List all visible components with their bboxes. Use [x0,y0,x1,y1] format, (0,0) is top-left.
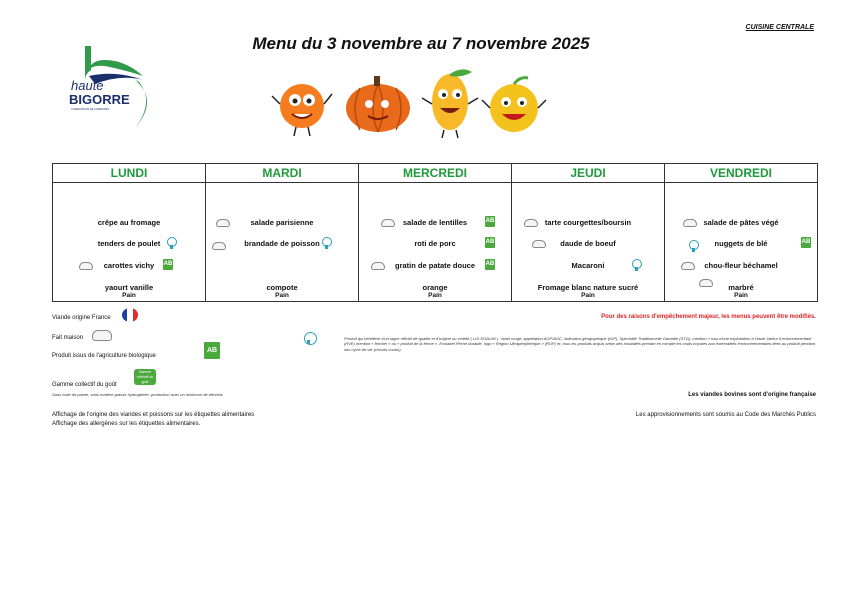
bread-label: Pain [581,292,595,299]
chef-hat-icon [212,242,226,250]
page-title: Menu du 3 novembre au 7 novembre 2025 [252,34,590,53]
legend-viande-france: Viande origine France [52,315,111,321]
bread-label: Pain [122,292,136,299]
label-rouge-rosette-icon [632,259,642,269]
chef-hat-icon [371,262,385,270]
menu-item [53,283,205,292]
apple-mascot-icon [482,78,546,132]
logo-bigorre-text: BIGORRE [69,92,130,107]
menu-item [359,239,511,248]
menu-item [665,218,817,227]
menu-item [206,239,358,248]
menu-item [359,283,511,292]
chef-hat-icon [92,328,112,346]
dish-label: nuggets de blé [714,239,768,248]
dish-label: brandade de poisson [244,239,320,248]
menu-item [53,239,205,248]
mango-mascot-icon [422,69,478,138]
menu-item [512,261,664,270]
menu-item [665,239,817,248]
dish-label: crêpe au fromage [97,218,161,227]
ab-icon: AB [485,259,495,270]
day-header-lundi: LUNDI [53,164,206,183]
dish-label: daude de boeuf [560,239,616,248]
cuisine-centrale-label: CUISINE CENTRALE [745,24,814,31]
pumpkin-mascot-icon [346,76,410,132]
gamme-collectif-badge-icon: Gamme collectif du goût [134,369,156,385]
chef-hat-icon [532,240,546,248]
day-header-mardi: MARDI [206,164,359,183]
weekly-menu-table [52,163,818,302]
marches-publics-note: Les approvisionnements sont soumis au Code des Marchés Publics [635,412,816,418]
menu-item [665,261,817,270]
dish-label: salade de pâtes végé [703,218,779,227]
haute-bigorre-logo [55,40,159,130]
dish-label: roti de porc [414,239,456,248]
menu-item [359,218,511,227]
chef-hat-icon [216,219,230,227]
dish-label: marbré [728,283,754,292]
quality-note: Produit qui bénéficie d'un signe officiel de qualité et d'origine ou certifié ( LOI EGALIM ) : label rouge, appellation AOP/AOC, indication géographique (IGP), Spécialité Traditionnelle Garantie (STG), mention « issu d'une exploitation à Haute Valeur Environnementale (HVE) mention « fermier » ou « produit de la ferme », Ecolabel Pêche durable, logo « Région Ultrapériphérique » (RUP) et, tous les produits acquis selon des modalités prenant en compte les coûts imputés aux externalités environnementales liées au produit pendant son cycle de vie (circuits courts) [344,336,816,352]
france-flag-icon [122,308,138,322]
dish-label: orange [422,283,448,292]
label-rouge-rosette-icon [689,240,699,250]
menu-item [206,218,358,227]
day-cell-vendredi [665,183,818,302]
day-header-jeudi: JEUDI [512,164,665,183]
chef-hat-icon [699,279,713,287]
dish-label: salade parisienne [250,218,314,227]
menu-item [512,239,664,248]
dish-label: tarte courgettes/boursin [544,218,632,227]
day-header-mercredi: MERCREDI [359,164,512,183]
day-header-vendredi: VENDREDI [665,164,818,183]
chef-hat-icon [79,262,93,270]
ab-icon: AB [485,216,495,227]
dish-label: Fromage blanc nature sucré [537,283,639,292]
day-cell-mercredi [359,183,512,302]
bread-label: Pain [734,292,748,299]
logo-haute-text: haute [71,78,104,93]
menu-item [206,283,358,292]
menu-item [53,218,205,227]
dish-label: yaourt vanille [104,283,154,292]
label-rouge-rosette-icon [304,332,317,350]
day-cell-jeudi [512,183,665,302]
chef-hat-icon [524,219,538,227]
gamme-note: Sans huile de palme, sans matière grasse hydrogénée, production avec un minimum de déchets [52,392,223,397]
menu-item [53,261,205,270]
ab-icon: AB [163,259,173,270]
menu-item [359,261,511,270]
day-cell-lundi [53,183,206,302]
bread-label: Pain [428,292,442,299]
legend-bio: Produit issus de l'agriculture biologique [52,353,156,359]
dish-label: chou-fleur béchamel [704,261,778,270]
day-cell-mardi [206,183,359,302]
orange-mascot-icon [272,84,332,136]
menu-item [512,283,664,292]
legend-affichage-allergenes: Affichage des allergènes sur les étiquettes alimentaires. [52,421,201,427]
legend-gamme: Gamme collectif du goût [52,382,117,388]
menu-item [512,218,664,227]
logo-tagline: COMMUNAUTÉ DE COMMUNES [71,108,109,111]
chef-hat-icon [381,219,395,227]
dish-label: Macaroni [571,261,605,270]
dish-label: salade de lentilles [402,218,468,227]
ab-icon: AB [485,237,495,248]
dish-label: compote [266,283,298,292]
dish-label: gratin de patate douce [394,261,475,270]
label-rouge-rosette-icon [322,237,332,247]
ab-icon: AB [801,237,811,248]
bovines-note: Les viandes bovines sont d'origine française [688,392,816,398]
dish-label: carottes vichy [103,261,155,270]
ab-icon: AB [204,342,220,359]
label-rouge-rosette-icon [167,237,177,247]
legend-affichage-origine: Affichage de l'origine des viandes et poissons sur les étiquettes alimentaires [52,412,255,418]
fruit-mascots-illustration [268,64,550,140]
modification-warning: Pour des raisons d'empêchement majeur, les menus peuvent être modifiés. [601,314,816,320]
bread-label: Pain [275,292,289,299]
chef-hat-icon [681,262,695,270]
legend-fait-maison: Fait maison [52,335,84,341]
chef-hat-icon [683,219,697,227]
dish-label: tenders de poulet [97,239,161,248]
menu-item [665,279,817,292]
